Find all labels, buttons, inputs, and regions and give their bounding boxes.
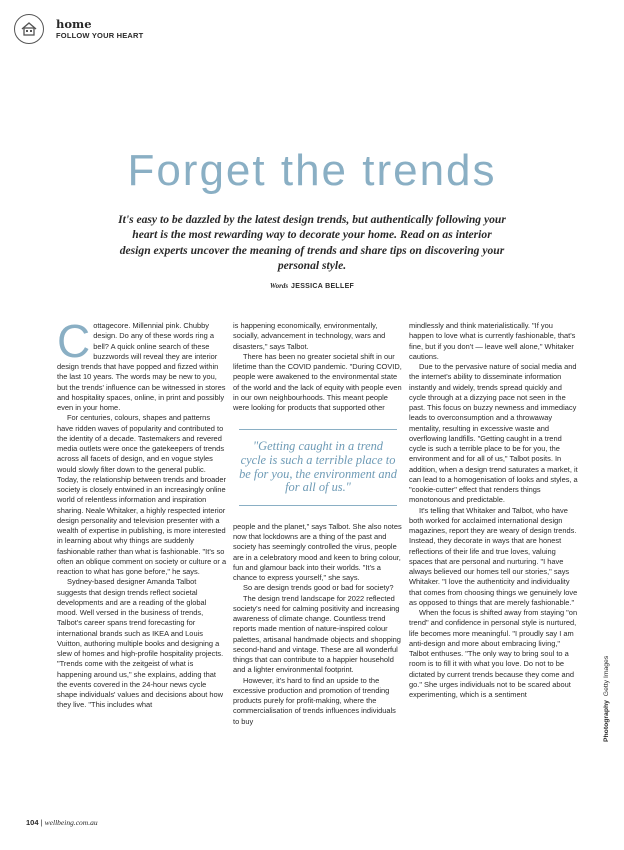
page-number: 104 — [26, 818, 39, 827]
paragraph: It's telling that Whitaker and Talbot, who have both worked for acclaimed international design magazines, report they are weary of design trends. Instead, they decorate in ways that are honest reflections of their life and true loves, valuing spaces that are personal and nurturing. "I have always believed our homes tell our stories," says Whitaker. "I love the authenticity and individuality that comes from choosing things we genuinely love as opposed to things that are merely fashionable." — [409, 505, 578, 607]
paragraph: Sydney-based designer Amanda Talbot suggests that design trends reflect societal developments and are a reading of the global mood. Well versed in the business of trends, Talbot's career spans trend forecasting for international brands such as IKEA and Louis Vuitton, authoring multiple books and designing a slew of homes and high-profile hospitality projects. "Trends come with the zeitgeist of what is happening around us," she explains, adding that the events covered in the 24-hour news cycle shape individuals' values and decisions about how they live. "This includes what — [57, 577, 224, 710]
paragraph: However, it's hard to find an upside to the excessive production and promotion of trending products purely for profit-making, where the commercialisation of trends influences individuals to buy — [233, 675, 396, 726]
paragraph: For centuries, colours, shapes and patterns have ridden waves of popularity and contributed to the identity of a decade. Tastemakers and revered media outlets were once the gatekeepers of trends across all facets of design, and en vogue styles would slowly filter down to the general public. Today, the relationship between trends and broader society is closely entwined in an increasingly online world of relentless information and inspiration sharing. Neale Whitaker, a highly respected interior design personality and television presenter with a wealth of expertise in publishing, is more interested in learning about why things are suddenly fashionable rather than what is fashionable. "It's so often an oblique comment on society or culture or a reaction to what has gone before," he says. — [57, 413, 227, 576]
photo-credit-label: Photography — [603, 700, 610, 742]
paragraph: Due to the pervasive nature of social media and the internet's ability to disseminate information instantly and widely, trends spread quickly and cycle through at a dizzying pace not seen in the past. This focus on buzzy newness and immediacy leads to overconsumption and a throwaway mentality, resulting in excessive waste and overflowing landfills. "Getting caught in a trend cycle is such a terrible place to be for you, the environment and for all of us," Talbot posits. In addition, when a design trend saturates a market, it can lead to a homogenisation of looks and styles, a "cookie-cutter" effect that renders things monotonous and predictable. — [409, 362, 578, 505]
paragraph: There has been no greater societal shift in our lifetime than the COVID pandemic. "During COVID, people were awakened to the environmental state of the world and the lack of equity with people even in our own neighbourhoods. This meant people were looking for products that supported other — [233, 351, 402, 412]
paragraph: mindlessly and think materialistically. "If you happen to love what is currently fashionable, that's fine, but if you don't — leave well alone," Whitaker cautions. — [409, 321, 576, 361]
section-name: home — [56, 17, 92, 32]
column-3 — [409, 321, 579, 700]
house-icon — [14, 14, 44, 44]
article-standfirst: It's easy to be dazzled by the latest design trends, but authentically following your heart is the most rewarding way to decorate your home. Read on as interior design experts uncover the meaning of trends and share tips on discovering your personal style. — [118, 213, 506, 272]
photo-credit — [603, 656, 610, 742]
paragraph: Cottagecore. Millennial pink. Chubby design. Do any of these words ring a bell? A quick online search of these buzzwords will reveal they are interior design trends that have popped and fizzed within the last 10 years. The words may be new to you, but the trends' influence can be witnessed in stores and hospitality spaces, online, in print and possibly even in your home. — [57, 315, 226, 412]
paragraph: people and the planet," says Talbot. She also notes now that lockdowns are a thing of the past and society has seemingly controlled the virus, people are in a celebratory mood and keen to bring colour, fun and glamour back into their worlds. "It's a chance to express yourself," she says. — [233, 521, 402, 583]
section-subtitle: FOLLOW YOUR HEART — [56, 30, 144, 40]
article-title: Forget the trends — [127, 146, 497, 195]
paragraph: The design trend landscape for 2022 reflected society's need for calming positivity and increasing awareness of climate change. Countless trend reports made mention of nature-inspired colour palettes, artisanal handmade objects and shopping second-hand and vintage. These are all wonderful things that can contribute to a happier household and a lighter environmental footprint. — [233, 593, 401, 675]
drop-cap: C — [57, 315, 91, 367]
footer-separator: | — [40, 818, 43, 827]
column-2 — [233, 321, 403, 727]
photo-credit-source: Getty Images — [603, 655, 610, 697]
author-name: JESSICA BELLEF — [291, 283, 355, 290]
page-footer — [26, 818, 98, 827]
column-1 — [57, 315, 227, 711]
paragraph: is happening economically, environmentally, socially, advancement in technology, wars and disasters," says Talbot. — [233, 321, 386, 351]
paragraph: So are design trends good or bad for society? — [243, 583, 394, 593]
site-url: wellbeing.com.au — [44, 818, 98, 827]
section-header — [14, 14, 143, 44]
author-credit — [0, 282, 624, 290]
credit-label: Words — [269, 282, 289, 290]
paragraph: When the focus is shifted away from staying "on trend" and confidence in personal style is nurtured, life becomes more meaningful. "I proudly say I am anti-design and more about embracing living," Talbot enthuses. "The only way to bring soul to a room is to fill it with what you love. Do not to be dictated by current trends because they come and go." She urges individuals not to be scared about experimenting, which is a sentiment — [409, 608, 578, 699]
pull-quote: "Getting caught in a trend cycle is such a terrible place to be for you, the environment and for all of us." — [239, 429, 397, 506]
